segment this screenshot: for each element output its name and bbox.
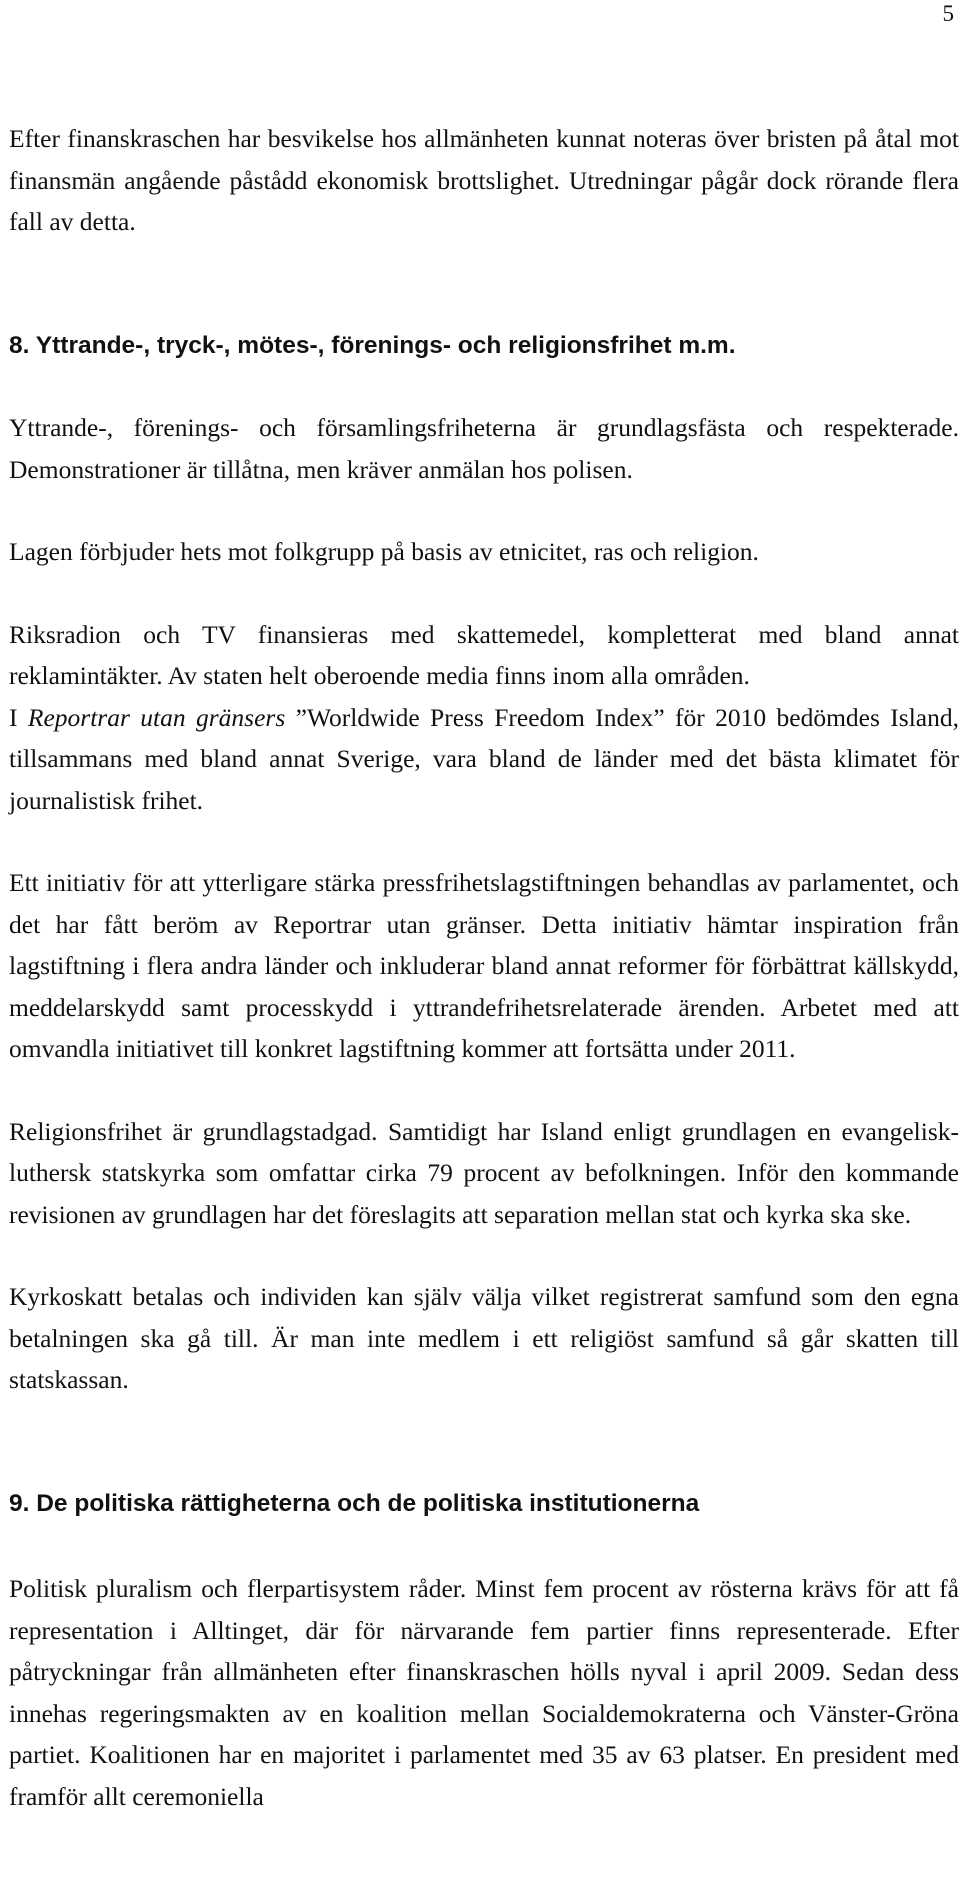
section-heading-9: 9. De politiska rättigheterna och de politiska institutionerna [9,1489,700,1517]
paragraph-freedoms: Yttrande-, förenings- och församlingsfriheterna är grundlagsfästa och respekterade. Demonstrationer är tillåtna, men kräver anmälan hos polisen. [9,413,959,484]
paragraph-press-initiative: Ett initiativ för att ytterligare stärka pressfrihetslagstiftningen behandlas av parlamentet, och det har fått beröm av Reportrar utan gränser. Detta initiativ hämtar inspiration från lagstiftning i flera andra länder och inkluderar bland annat reformer för förbättrat källskydd, meddelarskydd samt processkydd i yttrandefrihetsrelaterade ärenden. Arbetet med att omvandla initiativet till konkret lagstiftning kommer att fortsätta under 2011. [9,868,959,1063]
press-index-suffix: ”Worldwide Press Freedom Index” för 2010 bedömdes Island, tillsammans med bland annat Sverige, vara bland de länder med det bästa klimatet för journalistisk frihet. [9,702,960,815]
paragraph-church-tax: Kyrkoskatt betalas och individen kan själv välja vilket registrerat samfund som den egna betalningen ska gå till. Är man inte medlem i ett religiöst samfund så går skatten till statskassan. [9,1282,959,1394]
paragraph-religious-freedom: Religionsfrihet är grundlagstadgad. Samtidigt har Island enligt grundlagen en evangelisk-luthersk statskyrka som omfattar cirka 79 procent av befolkningen. Inför den kommande revisionen av grundlagen har det föreslagits att separation mellan stat och kyrka ska ske. [9,1116,959,1229]
paragraph-press-freedom-index [9,697,959,822]
rsf-name-italic: Reportrar utan gränsers [27,702,286,732]
page-number: 5 [942,1,954,26]
paragraph-hate-speech-law: Lagen förbjuder hets mot folkgrupp på basis av etnicitet, ras och religion. [9,537,759,566]
paragraph-public-media: Riksradion och TV finansieras med skattemedel, kompletterat med bland annat reklamintäkter. Av staten helt oberoende media finns inom alla områden. [9,619,959,690]
press-index-prefix: I [9,702,28,732]
paragraph-finance-crisis: Efter finanskraschen har besvikelse hos allmänheten kunnat noteras över bristen på åtal mot finansmän angående påstådd ekonomisk brottslighet. Utredningar pågår dock rörande flera fall av detta. [9,124,959,236]
paragraph-political-pluralism: Politisk pluralism och flerpartisystem råder. Minst fem procent av rösterna krävs för att få representation i Alltinget, där för närvarande fem partier finns representerade. Efter påtryckningar från allmänheten efter finanskraschen hölls nyval i april 2009. Sedan dess innehas regeringsmakten av en koalition mellan Socialdemokraterna och Vänster-Gröna partiet. Koalitionen har en majoritet i parlamentet med 35 av 63 platser. En president med framför allt ceremoniella [9,1574,959,1811]
document-body [9,118,959,1817]
section-heading-8: 8. Yttrande-, tryck-, mötes-, förenings- och religionsfrihet m.m. [9,331,736,359]
